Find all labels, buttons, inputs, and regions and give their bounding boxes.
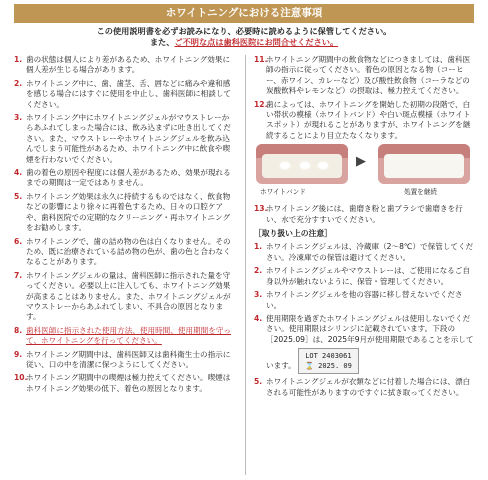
item-number: 8. [14,325,23,335]
list-item [254,55,476,97]
item-number: 11. [254,55,268,64]
page-title: ホワイトニングにおける注意事項 [14,4,474,23]
right-column [254,55,476,401]
item-text: ホワイトニング効果は永久に持続するものではなく、飲食物などの影響により徐々に再着色するため、日々の口腔ケアや、歯科医院での定期的なクリーニング・再ホワイトニングをお勧めします。 [26,191,231,233]
lot-number: LOT 2403061 [305,352,352,361]
list-item [14,192,236,234]
teeth-after-image [378,144,470,184]
item-text: 歯の状態は個人により差があるため、ホワイトニング効果に個人差が生じる場合があります。 [26,55,231,75]
list-item [14,79,236,110]
intro-line-1: この使用説明書を必ずお読みになり、必要時に読めるように保管してください。 [96,26,392,36]
item-number: 10. [14,373,28,383]
item-text: ホワイトニングジェルの量は、歯科医師に指示された量を守ってください。必要以上に注入しても、ホワイトニング効果が高まることはありません。また、ホワイトニングジェルがマウストレーからあふれてしまい、不具合の原因となります。 [26,270,231,322]
item-number: 13. [254,204,268,214]
item-text: ホワイトニングジェルやマウストレーは、ご使用になるご自身以外が触れないように、保管・管理してください。 [266,266,470,286]
item-number: 4. [254,313,263,323]
list-item [254,377,476,398]
item-number: 3. [254,290,263,300]
list-item [254,100,476,142]
column-divider [245,55,246,475]
item-text: ホワイトニング中にホワイトニングジェルがマウストレーからあふれてしまった場合には、飲み込まずに吐き出してください。また、マウストレーやホワイトニングジェルを飲み込んでしまう可能性があるため、ホワイトニング中に飲食や喫煙を行わないでください。 [26,113,232,164]
list-item [254,314,476,374]
item-text: ホワイトニング中に、歯、歯茎、舌、唇などに痛みや違和感を感じる場合にはすぐに使用を中止し、歯科医師に相談してください。 [26,78,232,109]
list-item [254,204,476,225]
list-item [254,242,476,263]
list-item [254,266,476,287]
list-item [14,237,236,268]
item-text: ホワイトニング期間中の喫煙は極力控えてください。喫煙はホワイトニング効果の低下、着色の原因となります。 [26,373,231,393]
item-text: 使用期限を過ぎたホワイトニングジェルは使用しないでください。使用期限はシリンジに記載されています。下段の［2025.09］は、2025年9月が使用期限であることを示しています。 [266,313,474,371]
item-text: 歯科医師に指示された使用方法、使用時間、使用期間を守って、ホワイトニングを行ってください。 [26,325,232,346]
item-text: ホワイトニング期間中の飲食物などにつきましては、歯科医師の指示に従ってください。着色の原因となる物（コーヒー、赤ワイン、カレーなど）及び酸性飲食物（コーラなどの炭酸飲料やレモンなど）の摂取は、極力控えてください。 [266,55,471,96]
list-item [14,350,236,371]
item-text: 歯の着色の原因や程度には個人差があるため、効果が現れるまでの期間は一定ではありません。 [26,168,231,188]
expiry-label [298,348,359,374]
item-number: 3. [14,113,23,123]
list-item [14,168,236,189]
item-text: 歯によっては、ホワイトニングを開始した初期の段階で、白い帯状の模様（ホワイトバンド）や白い斑点模様（ホワイトスポット）が現れることがありますが、ホワイトニングを継続することにより目立たなくなります。 [266,99,471,140]
item-text: ホワイトニング期間中は、歯科医師又は歯科衛生士の指示に従い、口の中を清潔に保つようにしてください。 [26,349,231,369]
item-number: 6. [14,236,23,246]
figure-caption-right: 処置を継続 [404,188,437,197]
intro-line-2 [0,37,488,48]
handling-heading: ［取り扱い上の注意］ [254,229,332,239]
item-number: 1. [254,242,263,252]
item-number: 2. [254,266,263,276]
intro-line-2-prefix: また、 [149,37,175,47]
intro-line-2-highlight: ご不明な点は歯科医院にお問合せください。 [174,37,339,47]
item-number: 5. [254,377,263,387]
list-item [254,290,476,311]
item-number: 12. [254,99,268,109]
item-number: 2. [14,78,23,88]
list-item-highlighted [14,326,236,347]
figure-caption-left: ホワイトバンド [260,188,306,197]
item-text: ホワイトニングジェルは、冷蔵庫（2〜8℃）で保管してください。冷凍庫での保管は避けてください。 [266,242,474,262]
teeth-white-band-image [256,144,348,184]
list-item [14,271,236,323]
expiry-date: ⌛ 2025. 09 [305,362,352,371]
item-number: 1. [14,55,23,64]
item-number: 7. [14,270,23,280]
item-text: ホワイトニング後には、歯磨き粉と歯ブラシで歯磨きを行い、水で充分すすいでください。 [266,204,463,224]
arrow-right-icon: ▶ [356,154,366,170]
item-text: ホワイトニングジェルを他の容器に移し替えないでください。 [266,290,463,310]
list-item [14,113,236,165]
item-number: 4. [14,168,23,178]
list-item [14,55,236,76]
teeth-figure [254,144,476,199]
item-number: 9. [14,349,23,359]
teeth-shape [384,154,464,178]
item-number: 5. [14,191,23,201]
item-text: ホワイトニングで、歯の詰め物の色は白くなりません。そのため、既に治療されている詰め物の色が、歯の色と合わなくなることがあります。 [26,236,231,267]
left-column [14,55,236,397]
list-item [14,373,236,394]
item-text: ホワイトニングジェルが衣類などに付着した場合には、漂白される可能性がありますのですぐに拭き取ってください。 [266,377,471,397]
